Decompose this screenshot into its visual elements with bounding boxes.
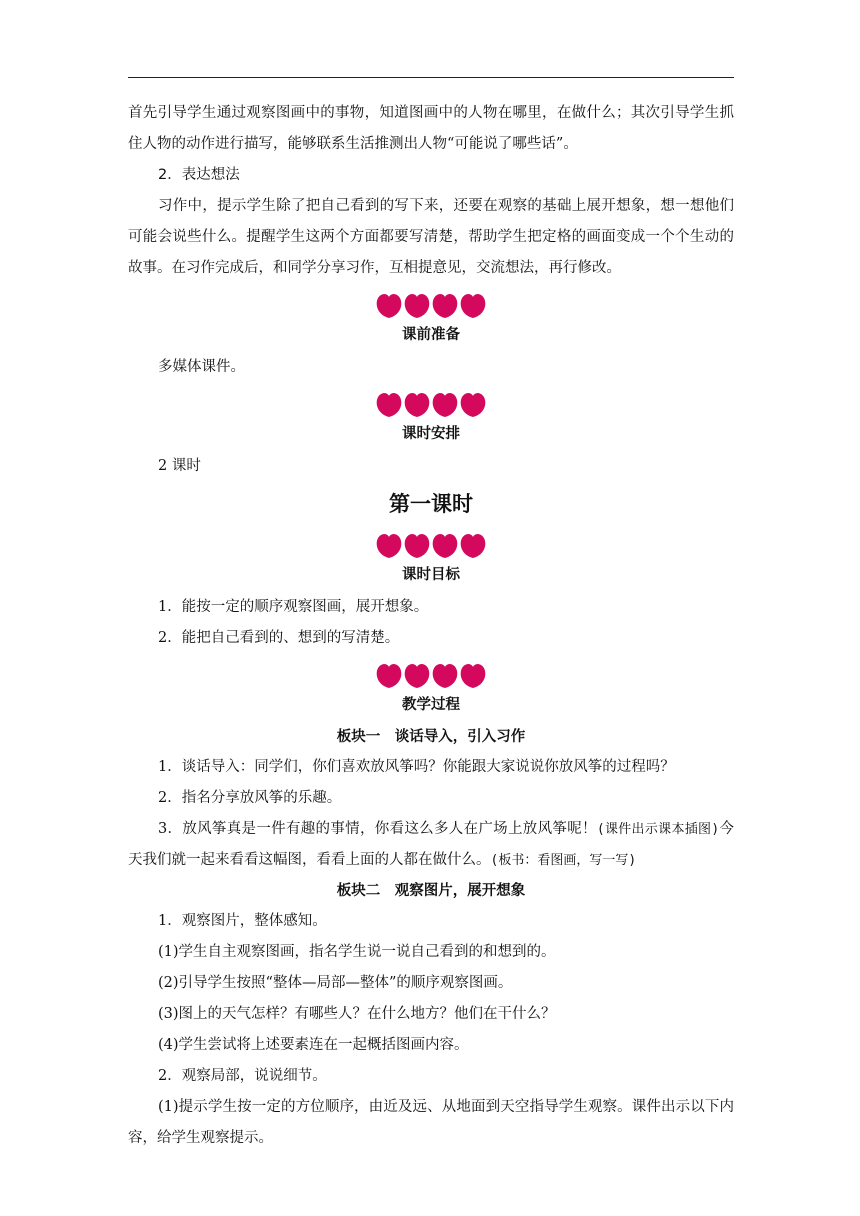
sub-item: (4)学生尝试将上述要素连在一起概括图画内容。: [158, 1037, 469, 1053]
goal-item: 2．能把自己看到的、想到的写清楚。: [158, 630, 400, 646]
list-item: 2．指名分享放风筝的乐趣。: [158, 790, 342, 806]
decorative-petals-icon: [128, 389, 734, 421]
time-text: 2 课时: [158, 458, 201, 474]
section-title-prep: 课前准备: [402, 327, 460, 343]
document-body: [128, 98, 734, 1154]
list-item: [128, 814, 734, 876]
header-rule: [128, 77, 734, 78]
section-title-process: 教学过程: [402, 697, 460, 713]
sub-item: (1)提示学生按一定的方位顺序，由近及远、从地面到天空指导学生观察。课件出示以下内容，给学生观察提示。: [128, 1099, 734, 1146]
teacher-note: (板书：看图画，写一写): [490, 853, 637, 868]
section-title-time: 课时安排: [402, 426, 460, 442]
list-item: 1．观察图片，整体感知。: [158, 913, 327, 929]
list-item-text: 3．放风筝真是一件有趣的事情，你看这么多人在广场上放风筝呢！: [158, 821, 597, 837]
lesson-title: 第一课时: [389, 492, 473, 516]
sub-item: (2)引导学生按照“整体—局部—整体”的顺序观察图画。: [158, 975, 513, 991]
paragraph-express: 习作中，提示学生除了把自己看到的写下来，还要在观察的基础上展开想象，想一想他们可能会说些什么。提醒学生这两个方面都要写清楚，帮助学生把定格的画面变成一个个生动的故事。在习作完成后，和同学分享习作，互相提意见，交流想法，再行修改。: [128, 198, 734, 276]
list-item: 2．观察局部，说说细节。: [158, 1068, 327, 1084]
paragraph-intro: 首先引导学生通过观察图画中的事物，知道图画中的人物在哪里，在做什么；其次引导学生抓住人物的动作进行描写，能够联系生活推测出人物“可能说了哪些话”。: [128, 105, 734, 152]
decorative-petals-icon: [128, 290, 734, 322]
prep-text: 多媒体课件。: [158, 359, 245, 375]
decorative-petals-icon: [128, 660, 734, 692]
list-item-text: 今天我们就一起来看看这幅图，看看上面的人都在做什么。: [128, 821, 735, 868]
block-title-1: 板块一 谈话导入，引入习作: [336, 729, 526, 745]
sub-item: (3)图上的天气怎样？有哪些人？在什么地方？他们在干什么？: [158, 1006, 556, 1022]
block-title-2: 板块二 观察图片，展开想象: [336, 883, 526, 899]
list-item: 1．谈话导入：同学们，你们喜欢放风筝吗？你能跟大家说说你放风筝的过程吗？: [158, 759, 675, 775]
goal-item: 1．能按一定的顺序观察图画，展开想象。: [158, 599, 429, 615]
sub-item: (1)学生自主观察图画，指名学生说一说自己看到的和想到的。: [158, 944, 556, 960]
heading-express-ideas: 2．表达想法: [158, 167, 240, 183]
section-title-goals: 课时目标: [402, 567, 460, 583]
decorative-petals-icon: [128, 530, 734, 562]
teacher-note: (课件出示课本插图): [596, 822, 720, 837]
